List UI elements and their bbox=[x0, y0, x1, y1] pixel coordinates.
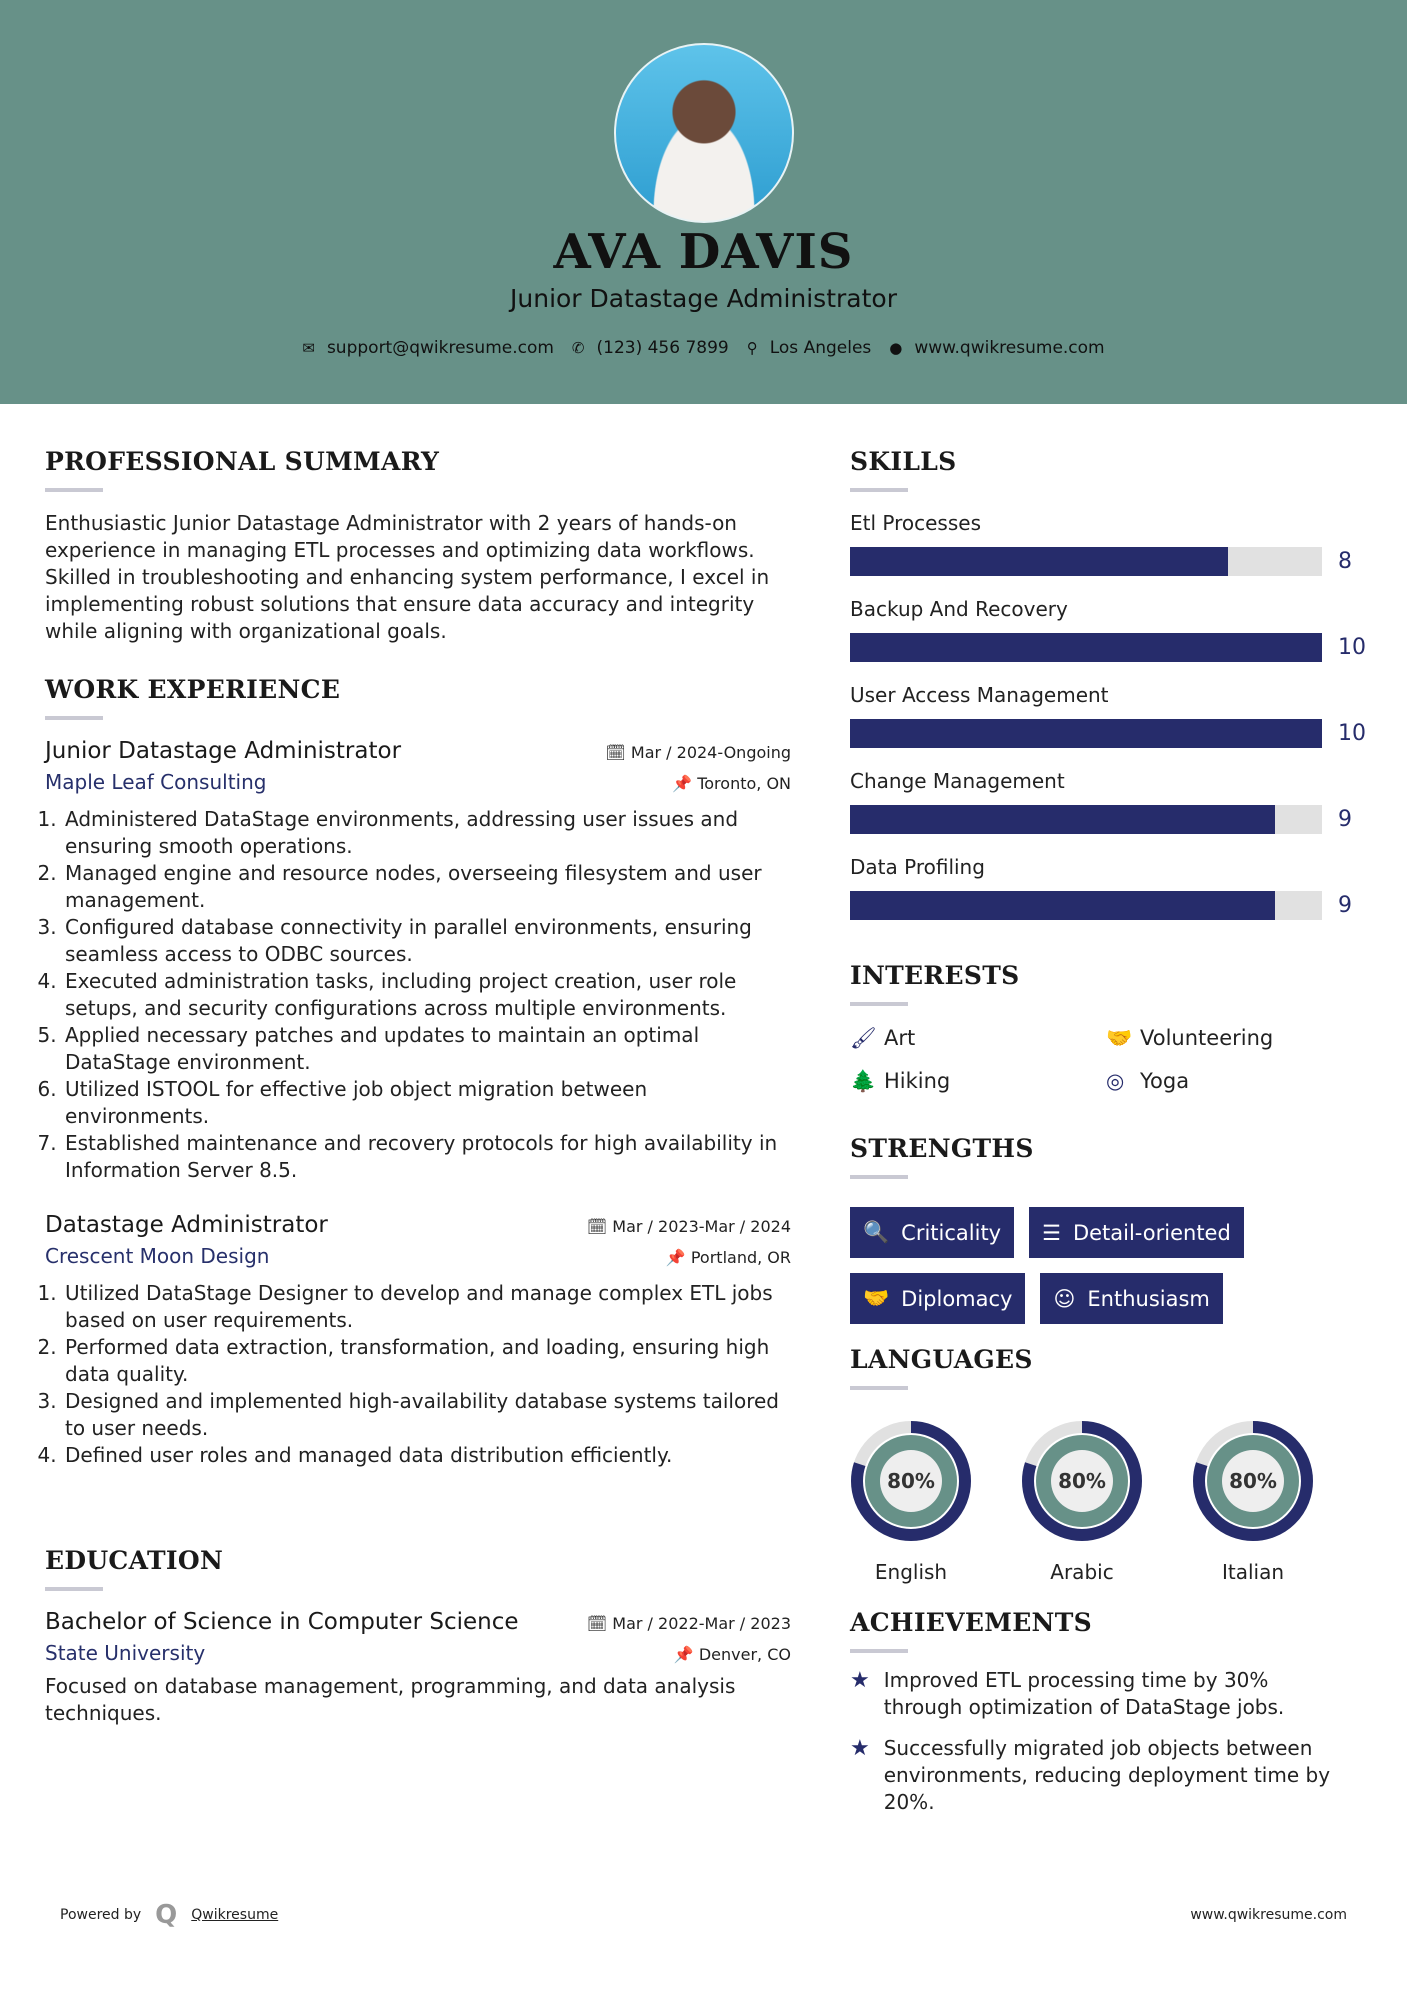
achievement-text: Improved ETL processing time by 30% through optimization of DataStage jobs. bbox=[883, 1668, 1285, 1719]
skill-value: 10 bbox=[1338, 721, 1366, 746]
skill-item bbox=[850, 854, 1370, 940]
language-name: English bbox=[874, 1560, 948, 1584]
skill-bar bbox=[850, 805, 1322, 834]
language-donut bbox=[1192, 1420, 1314, 1542]
candidate-title: Junior Datastage Administrator bbox=[510, 284, 897, 313]
candidate-name: AVA DAVIS bbox=[553, 224, 854, 280]
phone-icon: ✆ bbox=[571, 339, 585, 357]
language-item bbox=[1021, 1420, 1143, 1584]
job-location: 📌 Portland, OR bbox=[665, 1248, 791, 1267]
footer-url[interactable]: www.qwikresume.com bbox=[1190, 1907, 1347, 1923]
qwikresume-logo-icon: Q bbox=[155, 1900, 178, 1930]
language-name: Italian bbox=[1221, 1560, 1285, 1584]
job-dates: 🗓 Mar / 2024-Ongoing bbox=[605, 743, 791, 762]
section-heading: PROFESSIONAL SUMMARY bbox=[45, 447, 440, 476]
skill-name: User Access Management bbox=[850, 683, 1109, 707]
interests-section bbox=[850, 961, 1390, 1094]
job-entry bbox=[45, 1212, 791, 1469]
pin-icon: 📌 bbox=[672, 774, 693, 793]
pin-icon: 📌 bbox=[665, 1248, 686, 1267]
skill-bar bbox=[850, 719, 1322, 748]
header bbox=[0, 0, 1407, 404]
section-heading: SKILLS bbox=[850, 447, 957, 476]
language-percent: 80% bbox=[1229, 1469, 1277, 1493]
job-bullets bbox=[45, 1280, 791, 1469]
job-bullet: 7. Established maintenance and recovery protocols for high availability in Information Server 8.5. bbox=[63, 1130, 791, 1184]
heading-underline bbox=[850, 1386, 908, 1390]
job-bullet: 4. Executed administration tasks, including project creation, user role setups, and security configurations across multiple environments. bbox=[63, 968, 791, 1022]
job-bullet: 2. Managed engine and resource nodes, overseeing filesystem and user management. bbox=[63, 860, 791, 914]
language-percent: 80% bbox=[887, 1469, 935, 1493]
interest-volunteering: 🤝 Volunteering bbox=[1106, 1026, 1274, 1050]
list-icon: ☰ bbox=[1042, 1220, 1061, 1245]
job-bullet: 6. Utilized ISTOOL for effective job object migration between environments. bbox=[63, 1076, 791, 1130]
language-item bbox=[850, 1420, 972, 1584]
summary-section bbox=[45, 447, 795, 645]
contact-bar bbox=[0, 338, 1407, 358]
skill-bar-fill bbox=[850, 805, 1275, 834]
skill-name: Etl Processes bbox=[850, 511, 981, 535]
skill-bar-fill bbox=[850, 719, 1322, 748]
section-heading: STRENGTHS bbox=[850, 1134, 1034, 1163]
strength-tag: 🤝 Diplomacy bbox=[850, 1273, 1025, 1324]
calendar-icon: 🗓 bbox=[586, 1217, 608, 1236]
interest-art: 🖌 Art bbox=[850, 1026, 916, 1050]
heading-underline bbox=[850, 1002, 908, 1006]
job-bullet: 2. Performed data extraction, transformation, and loading, ensuring high data quality. bbox=[63, 1334, 791, 1388]
job-title: Datastage Administrator bbox=[45, 1212, 328, 1238]
handshake-icon: 🤝 bbox=[863, 1286, 890, 1310]
language-donut bbox=[1021, 1420, 1143, 1542]
strength-tag: ☺ Enthusiasm bbox=[1040, 1273, 1222, 1324]
skill-value: 8 bbox=[1338, 549, 1352, 574]
achievement-item bbox=[850, 1735, 1350, 1816]
powered-by: Powered by bbox=[60, 1907, 142, 1923]
tree-icon: 🌲 bbox=[850, 1069, 877, 1093]
section-heading: LANGUAGES bbox=[850, 1345, 1033, 1374]
skill-bar bbox=[850, 891, 1322, 920]
degree: Bachelor of Science in Computer Science bbox=[45, 1609, 519, 1635]
envelope-icon: ✉ bbox=[302, 339, 315, 357]
heading-underline bbox=[850, 488, 908, 492]
skill-bar bbox=[850, 633, 1322, 662]
profile-photo bbox=[614, 43, 794, 223]
job-entry bbox=[45, 738, 791, 1184]
heading-underline bbox=[45, 488, 103, 492]
language-percent: 80% bbox=[1058, 1469, 1106, 1493]
skill-item bbox=[850, 596, 1370, 682]
skill-bar-fill bbox=[850, 547, 1228, 576]
job-title: Junior Datastage Administrator bbox=[45, 738, 402, 764]
map-pin-icon: ⚲ bbox=[746, 339, 758, 357]
skill-item bbox=[850, 510, 1370, 596]
shooting-star-icon: ★ bbox=[850, 1736, 870, 1761]
company: Maple Leaf Consulting bbox=[45, 770, 267, 794]
interest-hiking: 🌲 Hiking bbox=[850, 1069, 951, 1093]
skills-section bbox=[850, 447, 1370, 940]
summary-text: Enthusiastic Junior Datastage Administrator with 2 years of hands-on experience in managing ETL processes and optimizing data workflows. Skilled in troubleshooting and enhancing system performance, I excel in implementing robust solutions that ensure data accuracy and integrity while aligning with organizational goals. bbox=[45, 511, 770, 643]
skill-bar bbox=[850, 547, 1322, 576]
job-bullet: 1. Administered DataStage environments, addressing user issues and ensuring smooth operations. bbox=[63, 806, 791, 860]
education-text: Focused on database management, programming, and data analysis techniques. bbox=[45, 1674, 736, 1725]
experience-section bbox=[45, 675, 791, 1469]
language-name: Arabic bbox=[1050, 1560, 1114, 1584]
skill-value: 9 bbox=[1338, 893, 1352, 918]
website[interactable]: www.qwikresume.com bbox=[914, 338, 1105, 358]
skill-name: Data Profiling bbox=[850, 855, 985, 879]
location: Los Angeles bbox=[769, 338, 872, 358]
section-heading: ACHIEVEMENTS bbox=[850, 1608, 1092, 1637]
language-item bbox=[1192, 1420, 1314, 1584]
strengths-section bbox=[850, 1134, 1390, 1324]
skill-value: 10 bbox=[1338, 635, 1366, 660]
lifering-icon: ◎ bbox=[1106, 1069, 1125, 1093]
company: Crescent Moon Design bbox=[45, 1244, 270, 1268]
achievement-item bbox=[850, 1667, 1350, 1721]
heading-underline bbox=[850, 1649, 908, 1653]
globe-icon: ● bbox=[889, 339, 903, 357]
shooting-star-icon: ★ bbox=[850, 1668, 870, 1693]
achievements-section bbox=[850, 1608, 1350, 1816]
skill-item bbox=[850, 768, 1370, 854]
interest-yoga: ◎ Yoga bbox=[1106, 1069, 1190, 1093]
achievement-text: Successfully migrated job objects between environments, reducing deployment time by 20%. bbox=[883, 1736, 1331, 1814]
handshake-icon: 🤝 bbox=[1106, 1026, 1133, 1050]
section-heading: INTERESTS bbox=[850, 961, 1020, 990]
job-bullet: 5. Applied necessary patches and updates to maintain an optimal DataStage environment. bbox=[63, 1022, 791, 1076]
education-location: 📌 Denver, CO bbox=[673, 1645, 791, 1664]
smile-icon: ☺ bbox=[1053, 1286, 1076, 1311]
brand-link[interactable]: Qwikresume bbox=[191, 1907, 279, 1923]
heading-underline bbox=[850, 1175, 908, 1179]
education-dates: 🗓 Mar / 2022-Mar / 2023 bbox=[586, 1614, 791, 1633]
languages-section bbox=[850, 1345, 1390, 1584]
email[interactable]: support@qwikresume.com bbox=[326, 338, 554, 358]
strength-tag: ☰ Detail-oriented bbox=[1029, 1207, 1244, 1258]
heading-underline bbox=[45, 716, 103, 720]
skill-bar-fill bbox=[850, 633, 1322, 662]
heading-underline bbox=[45, 1587, 103, 1591]
job-location: 📌 Toronto, ON bbox=[672, 774, 791, 793]
search-icon: 🔍 bbox=[863, 1220, 890, 1244]
job-bullet: 4. Defined user roles and managed data distribution efficiently. bbox=[63, 1442, 791, 1469]
skill-name: Change Management bbox=[850, 769, 1065, 793]
job-bullet: 3. Designed and implemented high-availability database systems tailored to user needs. bbox=[63, 1388, 791, 1442]
skill-item bbox=[850, 682, 1370, 768]
education-section bbox=[45, 1546, 791, 1727]
skill-value: 9 bbox=[1338, 807, 1352, 832]
job-bullet: 1. Utilized DataStage Designer to develop and manage complex ETL jobs based on user requirements. bbox=[63, 1280, 791, 1334]
job-bullet: 3. Configured database connectivity in parallel environments, ensuring seamless access to ODBC sources. bbox=[63, 914, 791, 968]
job-bullets bbox=[45, 806, 791, 1184]
skill-name: Backup And Recovery bbox=[850, 597, 1068, 621]
phone: (123) 456 7899 bbox=[596, 338, 729, 358]
strength-tag: 🔍 Criticality bbox=[850, 1207, 1014, 1258]
calendar-icon: 🗓 bbox=[605, 743, 626, 762]
school: State University bbox=[45, 1641, 206, 1665]
job-dates: 🗓 Mar / 2023-Mar / 2024 bbox=[586, 1217, 791, 1236]
section-heading: EDUCATION bbox=[45, 1546, 224, 1575]
language-donut bbox=[850, 1420, 972, 1542]
paintbrush-icon: 🖌 bbox=[850, 1026, 877, 1050]
skill-bar-fill bbox=[850, 891, 1275, 920]
footer bbox=[60, 1900, 1347, 1930]
section-heading: WORK EXPERIENCE bbox=[45, 675, 341, 704]
